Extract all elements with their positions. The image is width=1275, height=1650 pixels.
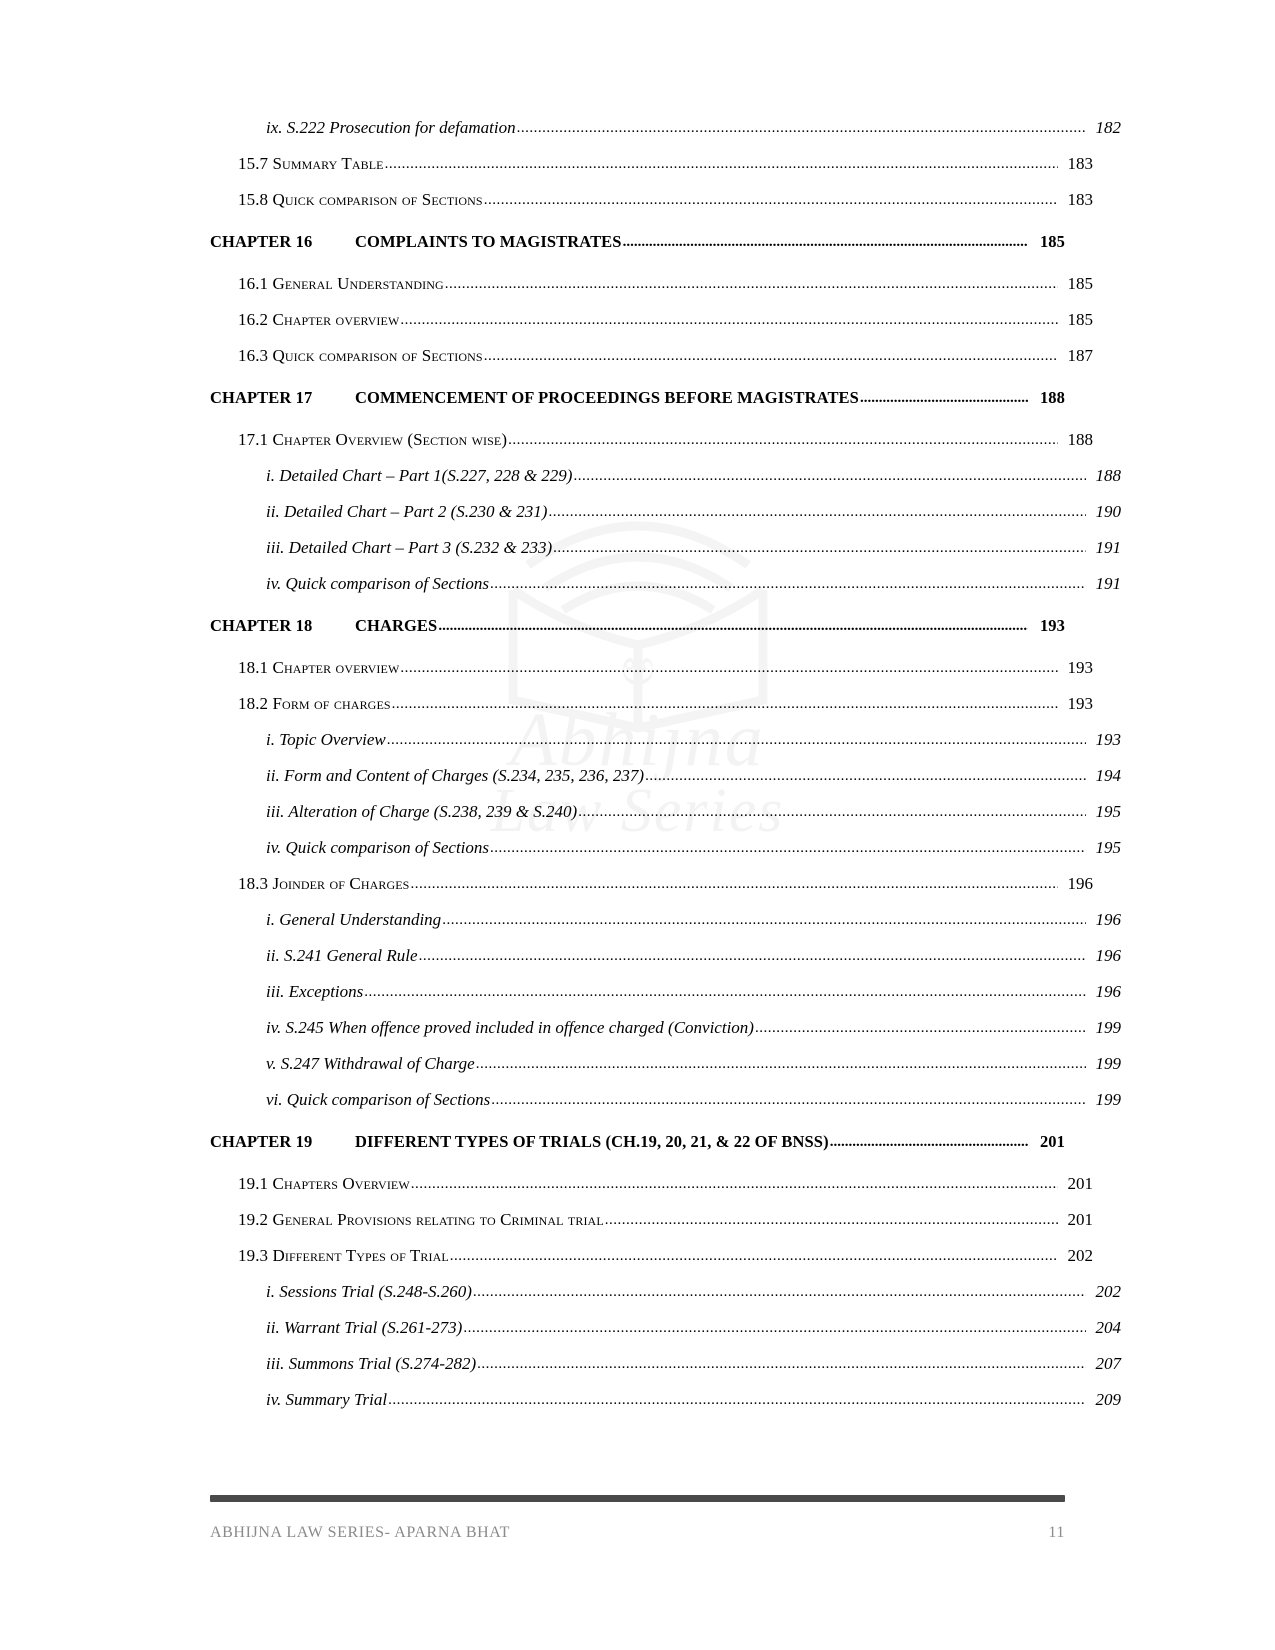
toc-leader-dots — [755, 1020, 1086, 1037]
toc-page-number: 202 — [1095, 1282, 1121, 1301]
toc-leader-dots — [573, 468, 1086, 485]
toc-entry[interactable] — [210, 730, 1121, 750]
toc-leader-dots — [508, 432, 1058, 449]
toc-chapter-label — [210, 616, 437, 636]
toc-entry[interactable] — [210, 430, 1093, 450]
toc-page-number: 193 — [1095, 730, 1121, 749]
toc-entry[interactable] — [210, 946, 1121, 966]
toc-entry[interactable] — [210, 538, 1121, 558]
toc-leader-dots — [400, 660, 1058, 677]
toc-chapter-title: CHARGES — [355, 616, 438, 635]
page-footer — [0, 1495, 1275, 1542]
toc-section-label: 19.2 General Provisions relating to Criminal trial — [238, 1210, 604, 1229]
footer-series-text: ABHIJNA LAW SERIES- APARNA BHAT — [210, 1524, 511, 1541]
toc-leader-dots — [553, 540, 1086, 557]
toc-leader-dots — [438, 618, 1028, 635]
toc-page-number: 194 — [1095, 766, 1121, 785]
toc-chapter-number: CHAPTER 18 — [210, 616, 313, 635]
toc-subitem-label: ii. Form and Content of Charges (S.234, 235, 236, 237) — [266, 766, 645, 785]
toc-subitem-label: iii. Summons Trial (S.274-282) — [266, 1354, 477, 1373]
toc-page-number: 193 — [1067, 658, 1093, 677]
toc-leader-dots — [473, 1284, 1086, 1301]
toc-leader-dots — [419, 948, 1086, 965]
toc-section-label: 15.7 Summary Table — [238, 154, 384, 173]
toc-entry[interactable] — [210, 1018, 1121, 1038]
toc-subitem-label: vi. Quick comparison of Sections — [266, 1090, 491, 1109]
toc-entry[interactable] — [210, 1246, 1093, 1266]
toc-leader-dots — [484, 348, 1058, 365]
toc-section-label: 19.3 Different Types of Trial — [238, 1246, 449, 1265]
toc-leader-dots — [491, 1092, 1086, 1109]
toc-section-label: 16.2 Chapter overview — [238, 310, 400, 329]
toc-leader-dots — [605, 1212, 1058, 1229]
toc-entry[interactable] — [210, 190, 1093, 210]
toc-leader-dots — [548, 504, 1086, 521]
toc-page-number: 204 — [1095, 1318, 1121, 1337]
toc-section-label: 16.3 Quick comparison of Sections — [238, 346, 483, 365]
toc-entry[interactable] — [210, 346, 1093, 366]
toc-leader-dots — [623, 234, 1028, 251]
toc-page-number: 188 — [1095, 466, 1121, 485]
toc-leader-dots — [463, 1320, 1086, 1337]
toc-entry[interactable] — [210, 388, 1065, 408]
toc-page-number: 207 — [1095, 1354, 1121, 1373]
toc-subitem-label: iii. Alteration of Charge (S.238, 239 & S.240) — [266, 802, 578, 821]
toc-subitem-label: iii. Detailed Chart – Part 3 (S.232 & 233) — [266, 538, 553, 557]
toc-section-label: 16.1 General Understanding — [238, 274, 444, 293]
toc-page-number: 196 — [1095, 946, 1121, 965]
toc-entry[interactable] — [210, 982, 1121, 1002]
toc-leader-dots — [450, 1248, 1058, 1265]
toc-entry[interactable] — [210, 232, 1065, 252]
toc-leader-dots — [392, 696, 1058, 713]
toc-page-number: 183 — [1067, 190, 1093, 209]
toc-page-number: 193 — [1067, 694, 1093, 713]
toc-page-number: 199 — [1095, 1090, 1121, 1109]
toc-entry[interactable] — [210, 766, 1121, 786]
toc-section-label: 18.2 Form of charges — [238, 694, 391, 713]
toc-chapter-label — [210, 388, 859, 408]
toc-leader-dots — [645, 768, 1086, 785]
toc-entry[interactable] — [210, 1390, 1121, 1410]
toc-subitem-label: i. Sessions Trial (S.248-S.260) — [266, 1282, 472, 1301]
toc-entry[interactable] — [210, 1090, 1121, 1110]
toc-page-number: 196 — [1095, 910, 1121, 929]
toc-page-number: 201 — [1067, 1174, 1093, 1193]
toc-page-number: 199 — [1095, 1054, 1121, 1073]
toc-leader-dots — [445, 276, 1058, 293]
toc-page-number: 209 — [1095, 1390, 1121, 1409]
toc-section-label: 18.1 Chapter overview — [238, 658, 400, 677]
toc-page-number: 188 — [1039, 388, 1065, 407]
toc-entry[interactable] — [210, 838, 1121, 858]
toc-page-number: 196 — [1067, 874, 1093, 893]
toc-section-label: 18.3 Joinder of Charges — [238, 874, 410, 893]
toc-entry[interactable] — [210, 910, 1121, 930]
toc-leader-dots — [442, 912, 1086, 929]
toc-page-number: 195 — [1095, 802, 1121, 821]
toc-subitem-label: ii. S.241 General Rule — [266, 946, 418, 965]
toc-page-number: 191 — [1095, 574, 1121, 593]
toc-entry[interactable] — [210, 118, 1121, 138]
toc-page-number: 183 — [1067, 154, 1093, 173]
toc-subitem-label: v. S.247 Withdrawal of Charge — [266, 1054, 475, 1073]
toc-entry[interactable] — [210, 1318, 1121, 1338]
toc-entry[interactable] — [210, 310, 1093, 330]
toc-leader-dots — [484, 192, 1058, 209]
toc-leader-dots — [517, 120, 1086, 137]
toc-entry[interactable] — [210, 1210, 1093, 1230]
toc-leader-dots — [477, 1356, 1086, 1373]
toc-subitem-label: iv. Quick comparison of Sections — [266, 574, 490, 593]
toc-leader-dots — [490, 840, 1086, 857]
toc-chapter-title: DIFFERENT TYPES OF TRIALS (CH.19, 20, 21, & 22 OF BNSS) — [355, 1132, 829, 1151]
toc-section-label: 17.1 Chapter Overview (Section wise) — [238, 430, 508, 449]
toc-chapter-label — [210, 232, 622, 252]
toc-subitem-label: iii. Exceptions — [266, 982, 364, 1001]
toc-page-number: 190 — [1095, 502, 1121, 521]
svg-text:ಅ: ಅ — [620, 640, 655, 697]
watermark-line-2: Law Series — [490, 777, 785, 846]
toc-subitem-label: ii. Warrant Trial (S.261-273) — [266, 1318, 463, 1337]
toc-page-number: 202 — [1067, 1246, 1093, 1265]
toc-subitem-label: i. General Understanding — [266, 910, 442, 929]
toc-entry[interactable] — [210, 1282, 1121, 1302]
toc-entry[interactable] — [210, 502, 1121, 522]
toc-section-label: 19.1 Chapters Overview — [238, 1174, 410, 1193]
toc-entry[interactable] — [210, 574, 1121, 594]
toc-entry[interactable] — [210, 466, 1121, 486]
toc-entry[interactable] — [210, 616, 1065, 636]
toc-entry[interactable] — [210, 802, 1121, 822]
toc-leader-dots — [400, 312, 1058, 329]
toc-chapter-number: CHAPTER 17 — [210, 388, 313, 407]
toc-entry[interactable] — [210, 1174, 1093, 1194]
toc-leader-dots — [385, 156, 1058, 173]
footer-page-number: 11 — [1048, 1524, 1065, 1541]
toc-entry[interactable] — [210, 1354, 1121, 1374]
toc-page-number: 196 — [1095, 982, 1121, 1001]
toc-entry[interactable] — [210, 274, 1093, 294]
toc-entry[interactable] — [210, 154, 1093, 174]
toc-leader-dots — [490, 576, 1086, 593]
toc-entry[interactable] — [210, 1132, 1065, 1152]
toc-page-number: 185 — [1039, 232, 1065, 251]
toc-page-number: 187 — [1067, 346, 1093, 365]
footer-divider — [210, 1495, 1065, 1502]
toc-leader-dots — [387, 732, 1086, 749]
toc-chapter-number: CHAPTER 19 — [210, 1132, 313, 1151]
toc-page-number: 185 — [1067, 310, 1093, 329]
toc-entry[interactable] — [210, 658, 1093, 678]
toc-leader-dots — [410, 876, 1058, 893]
toc-subitem-label: iv. S.245 When offence proved included in offence charged (Conviction) — [266, 1018, 754, 1037]
toc-page-number: 191 — [1095, 538, 1121, 557]
toc-subitem-label: iv. Quick comparison of Sections — [266, 838, 490, 857]
toc-page-number: 199 — [1095, 1018, 1121, 1037]
toc-page-number: 201 — [1039, 1132, 1065, 1151]
toc-subitem-label: i. Detailed Chart – Part 1(S.227, 228 & 229) — [266, 466, 573, 485]
toc-page-number: 201 — [1067, 1210, 1093, 1229]
toc-subitem-label: iv. Summary Trial — [266, 1390, 388, 1409]
toc-chapter-title: COMPLAINTS TO MAGISTRATES — [355, 232, 622, 251]
toc-leader-dots — [578, 804, 1086, 821]
toc-leader-dots — [388, 1392, 1086, 1409]
toc-chapter-label — [210, 1132, 829, 1152]
toc-page-number: 193 — [1039, 616, 1065, 635]
toc-chapter-title: COMMENCEMENT OF PROCEEDINGS BEFORE MAGISTRATES — [355, 388, 859, 407]
toc-leader-dots — [860, 390, 1028, 407]
toc-leader-dots — [411, 1176, 1058, 1193]
toc-chapter-number: CHAPTER 16 — [210, 232, 313, 251]
toc-page-number: 195 — [1095, 838, 1121, 857]
toc-entry[interactable] — [210, 694, 1093, 714]
toc-section-label: 15.8 Quick comparison of Sections — [238, 190, 483, 209]
watermark-line-1: Abhijna — [510, 698, 765, 782]
toc-subitem-label: ii. Detailed Chart – Part 2 (S.230 & 231) — [266, 502, 548, 521]
toc-list — [210, 118, 1121, 1410]
toc-page-number: 188 — [1067, 430, 1093, 449]
toc-leader-dots — [364, 984, 1086, 1001]
toc-subitem-label: ix. S.222 Prosecution for defamation — [266, 118, 516, 137]
toc-entry[interactable] — [210, 874, 1093, 894]
toc-page-number: 182 — [1095, 118, 1121, 137]
toc-leader-dots — [476, 1056, 1086, 1073]
toc-leader-dots — [830, 1134, 1028, 1151]
toc-page-number: 185 — [1067, 274, 1093, 293]
toc-entry[interactable] — [210, 1054, 1121, 1074]
toc-subitem-label: i. Topic Overview — [266, 730, 386, 749]
